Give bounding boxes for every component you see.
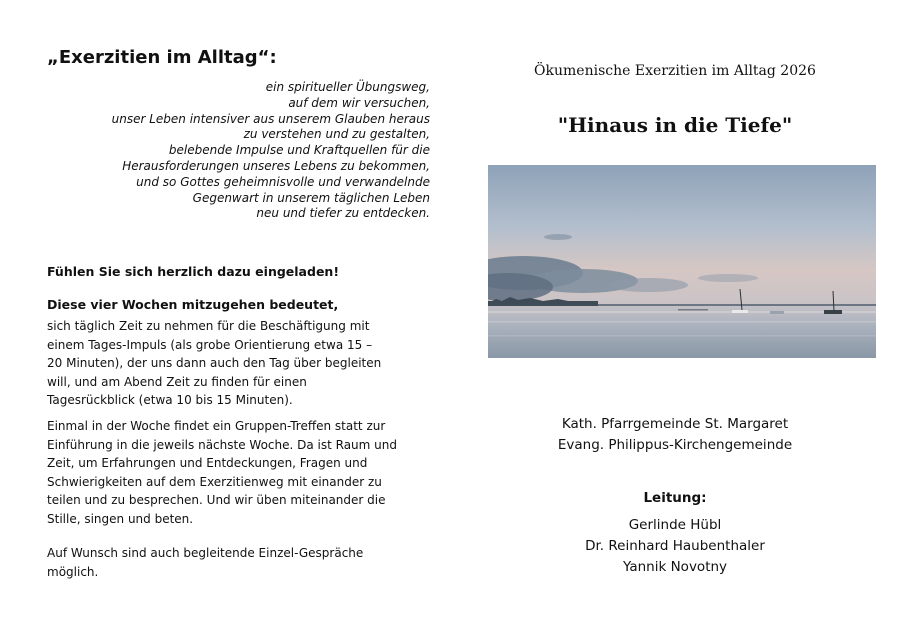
paragraph-line: sich täglich Zeit zu nehmen für die Beschäftigung mit: [47, 319, 370, 333]
leader-name: Yannik Novotny: [622, 559, 728, 575]
paragraph-line: einem Tages-Impuls (als grobe Orientierung etwa 15 –: [47, 337, 373, 352]
intro-line: auf dem wir versuchen,: [288, 95, 430, 110]
paragraph-line: Zeit, um Erfahrungen und Entdeckungen, Fragen und: [47, 456, 368, 471]
parishes: [450, 414, 900, 456]
intro-line: Gegenwart in unserem täglichen Leben: [192, 190, 430, 205]
invitation-text: Fühlen Sie sich herzlich dazu eingeladen!: [47, 264, 340, 279]
leaders-list: [450, 515, 900, 578]
paragraph-line: Stille, singen und beten.: [47, 511, 194, 526]
paragraph-line: teilen und zu besprechen. Und wir üben miteinander die: [47, 493, 386, 508]
paragraph-line: Einführung in die jeweils nächste Woche. Da ist Raum und: [47, 437, 397, 452]
intro-line: Herausforderungen unseres Lebens zu bekommen,: [122, 158, 430, 173]
paragraph-line: Auf Wunsch sind auch begleitende Einzel-Gespräche: [47, 546, 364, 560]
paragraph-line: möglich.: [47, 564, 99, 579]
parish-protestant: Evang. Philippus-Kirchengemeinde: [557, 437, 793, 453]
paragraph-individual-talks: [47, 544, 427, 581]
parish-catholic: Kath. Pfarrgemeinde St. Margaret: [561, 416, 789, 432]
series-header: Ökumenische Exerzitien im Alltag 2026: [534, 63, 816, 79]
paragraph-group-meeting: [47, 417, 427, 529]
leader-name: Gerlinde Hübl: [628, 517, 722, 533]
page-title: „Exerzitien im Alltag“:: [47, 47, 277, 68]
intro-text: [60, 80, 430, 222]
intro-line: ein spiritueller Übungsweg,: [265, 80, 430, 94]
intro-line: zu verstehen und zu gestalten,: [243, 127, 430, 142]
paragraph-line: Tagesrückblick (etwa 10 bis 15 Minuten).: [47, 393, 293, 408]
right-page: [450, 0, 900, 637]
paragraph-daily-impulse: [47, 317, 427, 410]
intro-line: belebende Impulse und Kraftquellen für die: [168, 143, 430, 158]
subheading: Diese vier Wochen mitzugehen bedeutet,: [47, 297, 339, 312]
leader-name: Dr. Reinhard Haubenthaler: [585, 538, 765, 554]
intro-line: und so Gottes geheimnisvolle und verwandelnde: [136, 174, 430, 189]
paragraph-line: 20 Minuten), der uns dann auch den Tag über begleiten: [47, 356, 382, 371]
intro-line: unser Leben intensiver aus unserem Glauben heraus: [111, 111, 430, 126]
paragraph-line: Schwierigkeiten auf dem Exerzitienweg mit einander zu: [47, 474, 382, 489]
paragraph-line: will, und am Abend Zeit zu finden für einen: [47, 374, 307, 389]
intro-line: neu und tiefer zu entdecken.: [256, 206, 430, 221]
main-title: "Hinaus in die Tiefe": [557, 113, 793, 137]
lake-photo: [488, 165, 876, 358]
leadership-label: Leitung:: [643, 490, 707, 506]
paragraph-line: Einmal in der Woche findet ein Gruppen-Treffen statt zur: [47, 419, 386, 433]
